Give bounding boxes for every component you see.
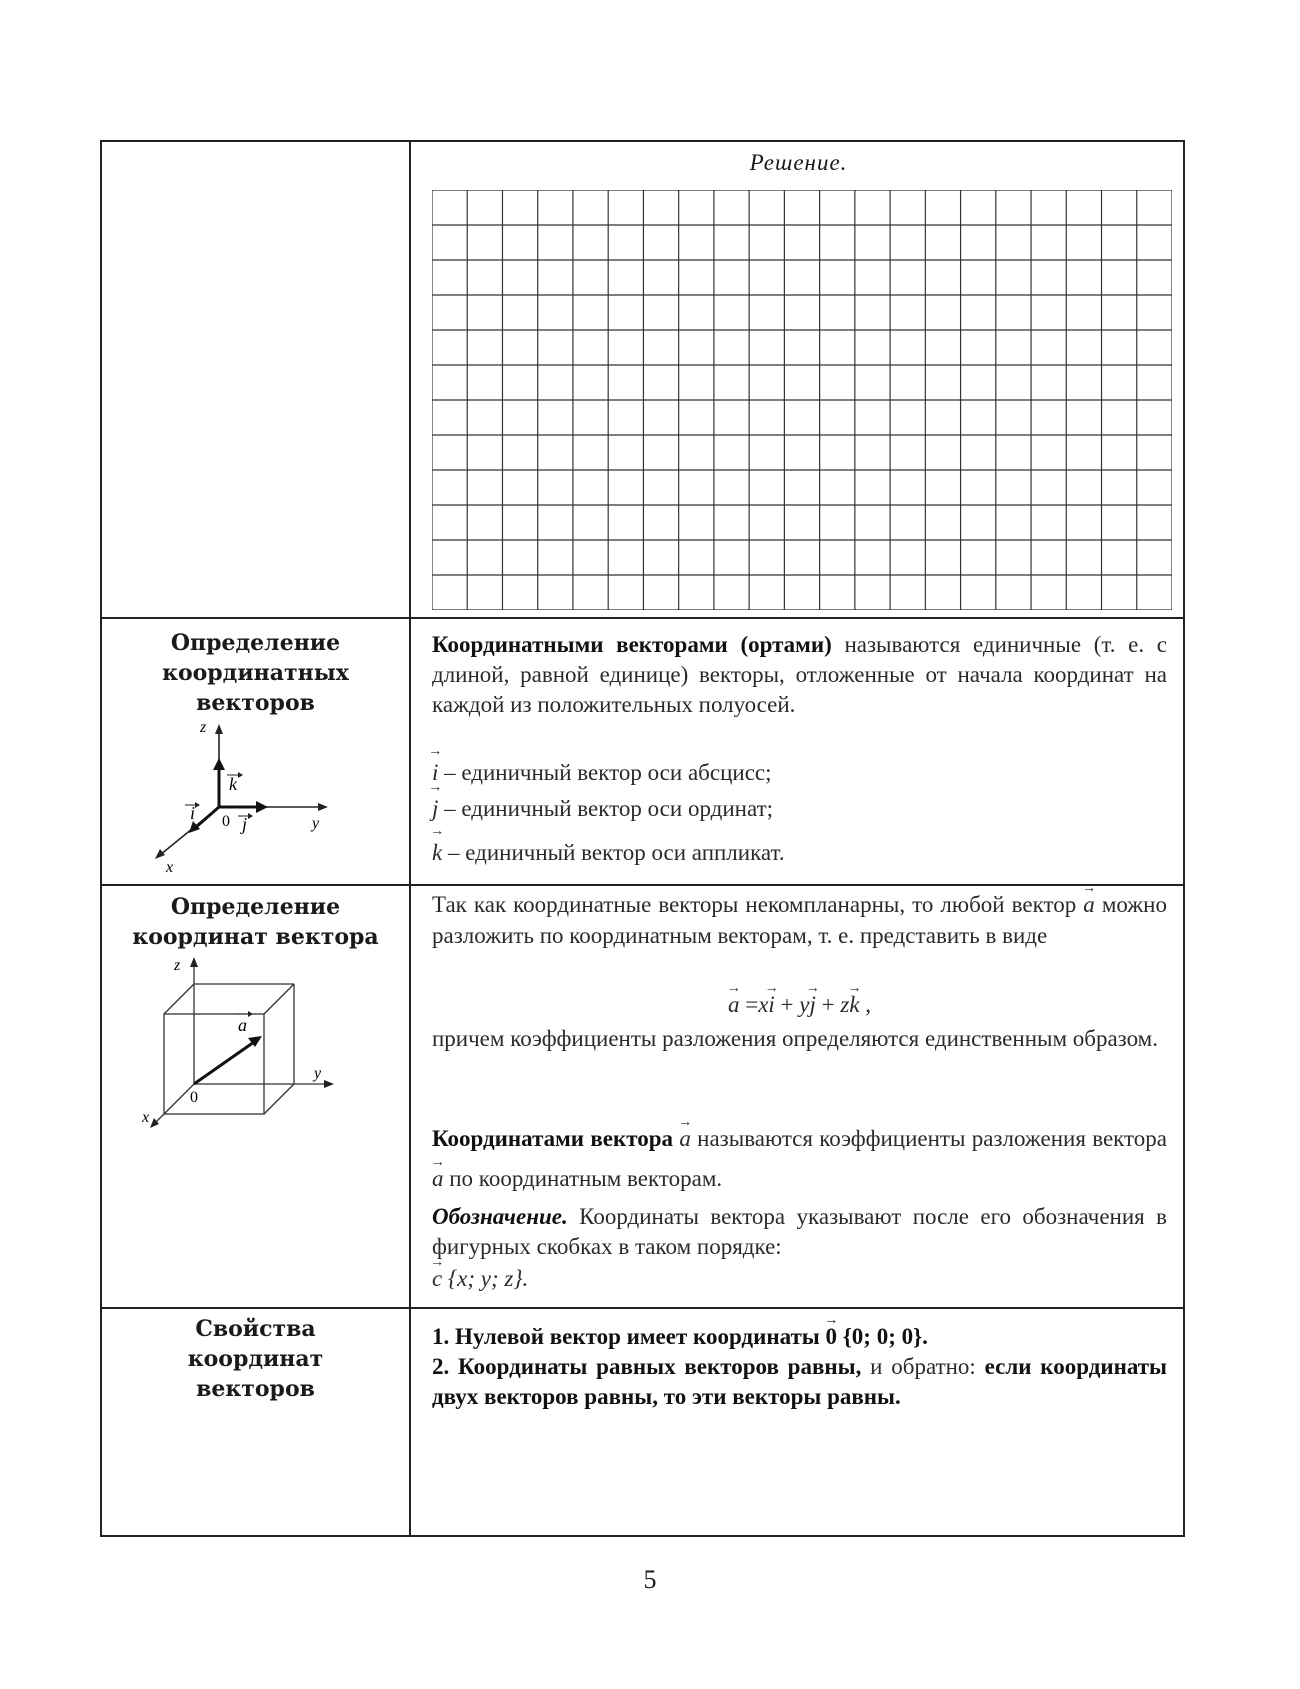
formula-j: → j [810,988,816,1020]
z-axis-label: z [200,722,207,736]
origin-label: 0 [222,813,230,830]
formula-eq: = [739,992,759,1017]
i-vector-label: i [190,803,196,823]
y-axis-label: y [312,815,320,832]
x-axis-label: x [142,1109,150,1126]
property-text: если координаты двух векторов равны, то эти векторы равны. [432,1354,1168,1409]
property-1 [432,1320,1167,1352]
j-vector-description: – единичный вектор оси ординат; [438,796,774,821]
solution-grid [432,190,1172,610]
unit-vector-k-line [432,838,785,866]
title-line: координат [187,1346,324,1372]
notation-coordinates: {x; y; z}. [442,1266,529,1291]
a-vector-symbol: → a [432,1158,444,1198]
i-vector-symbol: → i [432,758,438,786]
row-divider [102,1307,1183,1309]
definition-term: Координатными векторами (ортами) [432,632,832,657]
title-line: Определение [170,894,341,920]
unit-vector-j-line [432,794,773,822]
text-fragment: можно разложить по координатным векторам, т. е. представить в виде [432,892,1167,948]
property-text: 2. Координаты равных векторов равны, [432,1354,862,1379]
vector-coordinates-definition [432,1118,1167,1198]
j-vector-symbol: → j [432,794,438,822]
j-vector-label: j [242,814,248,834]
title-line: координатных [162,660,349,686]
uniqueness-paragraph: причем коэффициенты разложения определяются единственным образом. [432,1026,1158,1051]
formula-a: → a [728,988,740,1020]
text-fragment: Так как координатные векторы некомпланарны, то любой вектор [432,892,1084,917]
notation-text: Координаты вектора указывают после его обозначения в фигурных скобках в таком порядке: [432,1204,1167,1259]
property-text: и обратно: [861,1354,976,1379]
formula-plus: + [774,992,800,1017]
unit-vector-i-line [432,758,772,786]
formula-i: → i [768,988,774,1020]
formula-z: z [840,992,850,1017]
k-vector-symbol: → k [432,838,442,866]
solution-caption: Решение. [749,150,848,175]
notation-label: Обозначение. [432,1204,568,1229]
origin-label: 0 [190,1089,198,1106]
properties-title [102,1314,409,1404]
zero-vector-symbol: → 0 [825,1320,837,1352]
definition-text: называются единичные (т. е. с длиной, равной единице) векторы, отложенные от начала координат на каждой из положительных полуосей. [432,632,1167,717]
formula-plus: + [815,992,841,1017]
a-vector-symbol: → a [679,1118,691,1158]
definition-term: Координатами вектора [432,1126,680,1151]
x-axis-label: x [166,859,174,876]
page-number: 5 [643,1565,657,1594]
coordinate-vectors-definition [432,630,1167,720]
z-axis-label: z [174,957,181,974]
zero-vector-coords: {0; 0; 0}. [836,1324,928,1349]
k-vector-description: – единичный вектор оси аппликат. [442,840,785,865]
a-vector-symbol: → a [1083,887,1095,920]
text-fragment: называются коэффициенты разложения вектора [690,1126,1167,1151]
title-line: координат вектора [132,924,379,950]
formula-tail: , [859,992,872,1017]
formula-y: y [799,992,810,1017]
vector-decomposition-diagram [142,954,362,1134]
unit-vectors-diagram [142,722,342,882]
property-text: 1. Нулевой вектор имеет координаты [432,1324,826,1349]
content-table [100,140,1185,1537]
a-vector-label: a [238,1015,247,1035]
y-axis-label: y [314,1065,322,1082]
title-line: векторов [196,690,315,716]
notation-paragraph [432,1202,1167,1294]
c-vector-symbol: → c [432,1262,442,1294]
title-line: Определение [170,630,341,656]
column-divider [409,142,411,1535]
k-vector-label: k [229,774,237,794]
property-2 [432,1352,1167,1412]
title-line: векторов [196,1376,315,1402]
title-line: Свойства [195,1316,316,1342]
formula-k: → k [849,988,859,1020]
coordinate-vectors-title [102,628,409,718]
vector-coordinates-title [102,892,409,952]
text-fragment: по координатным векторам. [443,1166,723,1191]
i-vector-description: – единичный вектор оси абсцисс; [438,760,772,785]
row-divider [102,884,1183,886]
decomposition-paragraph [432,887,1167,951]
decomposition-formula [432,988,1167,1020]
formula-x: x [758,992,769,1017]
row-divider [102,617,1183,619]
